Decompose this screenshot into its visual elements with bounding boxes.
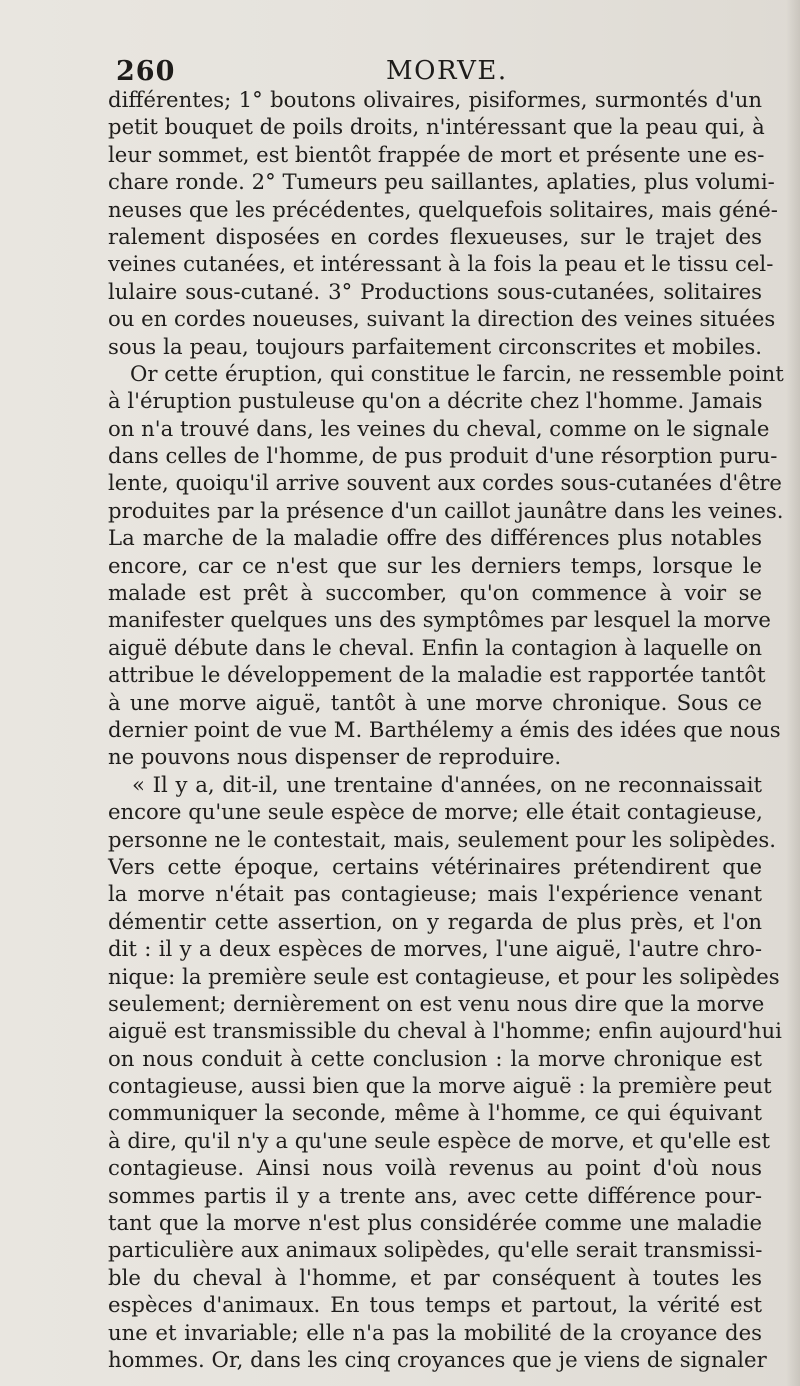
text-line: ne pouvons nous dispenser de reproduire. — [108, 744, 562, 770]
text-line: démentir cette assertion, on y regarda de plus près, et l'on — [108, 908, 762, 934]
text-line: malade est prêt à succomber, qu'on commence à voir se — [108, 580, 762, 606]
text-line: personne ne le contestait, mais, seulement pour les solipèdes. — [108, 826, 776, 852]
page-number: 260 — [116, 56, 176, 87]
text-line: contagieuse, aussi bien que la morve aiguë : la première peut — [108, 1073, 772, 1099]
text-line: encore qu'une seule espèce de morve; elle était contagieuse, — [108, 799, 763, 825]
text-line: veines cutanées, et intéressant à la fois la peau et le tissu cel- — [108, 251, 774, 277]
text-line: on n'a trouvé dans, les veines du cheval, comme on le signale — [108, 415, 770, 441]
text-line: ralement disposées en cordes flexueuses, sur le trajet des — [108, 223, 762, 249]
text-line: Or cette éruption, qui constitue le farcin, ne ressemble point — [130, 360, 784, 386]
text-line: lente, quoiqu'il arrive souvent aux cordes sous-cutanées d'être — [108, 470, 782, 496]
text-line: à une morve aiguë, tantôt à une morve chronique. Sous ce — [108, 689, 762, 715]
text-line: aiguë est transmissible du cheval à l'homme; enfin aujourd'hui — [108, 1018, 782, 1044]
running-title: MORVE. — [386, 56, 508, 86]
page-edge-shadow — [786, 0, 800, 1386]
text-line: hommes. Or, dans les cinq croyances que je viens de signaler — [108, 1346, 767, 1372]
text-line: dans celles de l'homme, de pus produit d'une résorption puru- — [108, 443, 778, 469]
text-line: leur sommet, est bientôt frappée de mort et présente une es- — [108, 141, 765, 167]
text-line: La marche de la maladie offre des différences plus notables — [108, 525, 762, 551]
text-line: « Il y a, dit-il, une trentaine d'années, on ne reconnaissait — [132, 771, 762, 797]
text-line: sommes partis il y a trente ans, avec cette différence pour- — [108, 1182, 762, 1208]
text-line: aiguë débute dans le cheval. Enfin la contagion à laquelle on — [108, 634, 762, 660]
text-line: tant que la morve n'est plus considérée comme une maladie — [108, 1210, 762, 1236]
text-line: ou en cordes noueuses, suivant la direction des veines situées — [108, 306, 776, 332]
body-text — [108, 86, 784, 1373]
text-line: une et invariable; elle n'a pas la mobilité de la croyance des — [108, 1319, 762, 1345]
text-line: contagieuse. Ainsi nous voilà revenus au point d'où nous — [108, 1155, 762, 1181]
text-line: chare ronde. 2° Tumeurs peu saillantes, aplaties, plus volumi- — [108, 169, 775, 195]
text-line: lulaire sous-cutané. 3° Productions sous-cutanées, solitaires — [108, 278, 762, 304]
text-line: attribue le développement de la maladie est rapportée tantôt — [108, 662, 766, 688]
text-line: seulement; dernièrement on est venu nous dire que la morve — [108, 990, 765, 1016]
text-line: ble du cheval à l'homme, et par conséquent à toutes les — [108, 1264, 762, 1290]
text-line: sous la peau, toujours parfaitement circonscrites et mobiles. — [108, 333, 762, 359]
text-line: à dire, qu'il n'y a qu'une seule espèce de morve, et qu'elle est — [108, 1127, 770, 1153]
text-line: manifester quelques uns des symptômes par lesquel la morve — [108, 607, 771, 633]
text-line: à l'éruption pustuleuse qu'on a décrite chez l'homme. Jamais — [108, 388, 763, 414]
text-line: on nous conduit à cette conclusion : la morve chronique est — [108, 1045, 762, 1071]
text-line: la morve n'était pas contagieuse; mais l'expérience venant — [108, 881, 762, 907]
text-line: produites par la présence d'un caillot jaunâtre dans les veines. — [108, 497, 784, 523]
text-line: différentes; 1° boutons olivaires, pisiformes, surmontés d'un — [108, 87, 762, 112]
text-line: espèces d'animaux. En tous temps et partout, la vérité est — [108, 1292, 762, 1318]
text-line: encore, car ce n'est que sur les derniers temps, lorsque le — [108, 552, 762, 578]
text-line: neuses que les précédentes, quelquefois solitaires, mais géné- — [108, 196, 778, 222]
text-line: particulière aux animaux solipèdes, qu'elle serait transmissi- — [108, 1237, 763, 1263]
text-line: dernier point de vue M. Barthélemy a émis des idées que nous — [108, 716, 781, 742]
text-line: communiquer la seconde, même à l'homme, ce qui équivant — [108, 1100, 762, 1126]
text-line: nique: la première seule est contagieuse, et pour les solipèdes — [108, 963, 780, 989]
text-line: petit bouquet de poils droits, n'intéressant que la peau qui, à — [108, 114, 765, 140]
text-line: dit : il y a deux espèces de morves, l'une aiguë, l'autre chro- — [108, 936, 762, 962]
text-line: Vers cette époque, certains vétérinaires prétendirent que — [108, 853, 762, 879]
